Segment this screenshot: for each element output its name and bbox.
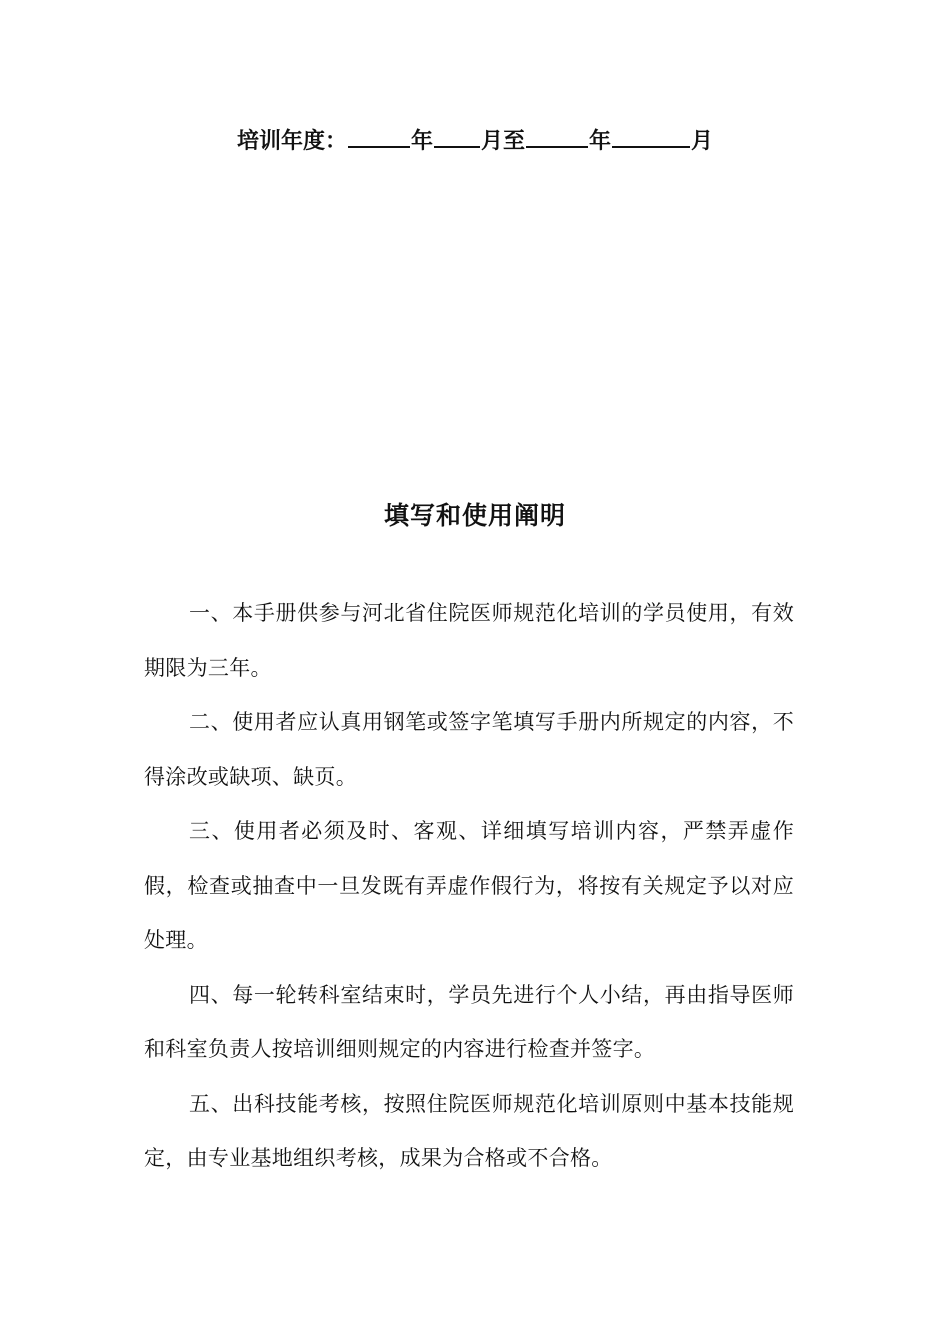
instruction-item-3: 三、使用者必须及时、客观、详细填写培训内容，严禁弄虚作假，检查或抽查中一旦发既有弄虚作假行为，将按有关规定予以对应处理。 [144,819,794,952]
start-month-unit: 月至 [480,129,525,154]
end-month-unit: 月 [691,129,714,154]
instruction-item-4: 四、每一轮转科室结束时，学员先进行个人小结，再由指导医师和科室负责人按培训细则规定的内容进行检查并签字。 [144,982,794,1061]
end-year-unit: 年 [589,129,612,154]
section-title: 填写和使用阐明 [383,501,566,530]
instruction-item-2: 二、使用者应认真用钢笔或签字笔填写手册内所规定的内容，不得涂改或缺项、缺页。 [144,710,794,789]
training-period-line [0,124,950,159]
end-month-blank [612,124,690,148]
start-year-blank [348,124,410,148]
start-year-unit: 年 [410,129,433,154]
training-period-label: 培训年度： [236,129,347,154]
instruction-item-1: 一、本手册供参与河北省住院医师规范化培训的学员使用，有效期限为三年。 [144,601,794,680]
instruction-item-5: 五、出科技能考核，按照住院医师规范化培训原则中基本技能规定，由专业基地组织考核，成果为合格或不合格。 [144,1091,794,1170]
instructions-list [144,586,794,1186]
end-year-blank [526,124,588,148]
start-month-blank [434,124,480,148]
